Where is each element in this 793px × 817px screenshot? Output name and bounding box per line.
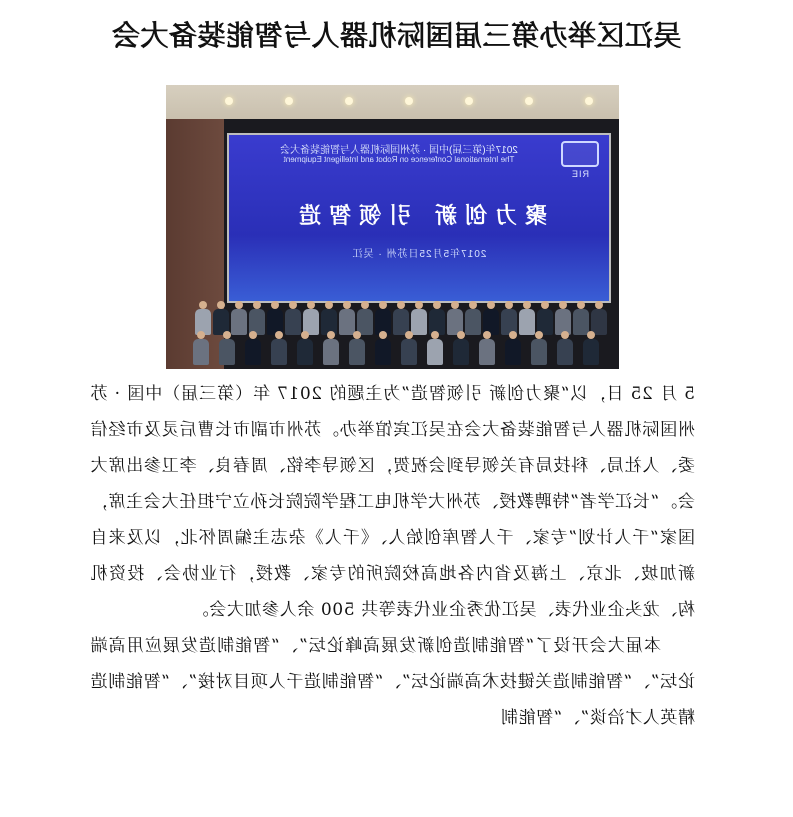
person [451, 331, 471, 365]
person [283, 301, 303, 335]
paragraph: 5 月 25 日，以“聚力创新 引领智造”为主题的 2017 年（第三届）中国 · 苏州国际机器人与智能装备大会在吴江宾馆举办。苏州市副市长曹后灵及市经信委、人社局、科技局有关领导到会祝贺，区领导李铭、周春良、李卫参出席大会。“长江学者”特聘教授、苏州大学机电工程学院院长孙立宁担任大会主席，国家“千人计划”专家、千人智库创始人、《千人》杂志主编周怀北，以及来自新加坡、北京、上海及省内各地高校院所的专家、教授，行业协会、投资机构、龙头企业代表、吴江优秀企业代表等共 500 余人参加大会。 [90, 384, 695, 620]
paragraph: 本届大会开设了“智能制造创新发展高峰论坛”、“智能制造发展应用高端论坛”、“智能制造关键技术高端论坛”、“智能制造千人项目对接”、“智能制造精英人才洽谈”、“智能制 [90, 636, 695, 728]
ceiling-light [345, 97, 353, 105]
ceiling-light [225, 97, 233, 105]
person [347, 331, 367, 365]
person [337, 301, 357, 335]
ceiling-light [465, 97, 473, 105]
ceiling-light [525, 97, 533, 105]
conference-logo-text: RIE [571, 169, 590, 179]
person [391, 301, 411, 335]
person [581, 331, 601, 365]
stage-screen [227, 133, 611, 303]
person [553, 301, 573, 335]
person [477, 331, 497, 365]
person [445, 301, 465, 335]
person [265, 301, 285, 335]
person [355, 301, 375, 335]
person [463, 301, 483, 335]
person [243, 331, 263, 365]
person [399, 331, 419, 365]
person [269, 331, 289, 365]
person [427, 301, 447, 335]
person [191, 331, 211, 365]
ceiling-light [585, 97, 593, 105]
conference-logo [561, 141, 599, 179]
person [247, 301, 267, 335]
person [295, 331, 315, 365]
person [529, 331, 549, 365]
person [319, 301, 339, 335]
people-front-row [176, 331, 609, 365]
person [499, 301, 519, 335]
person [503, 331, 523, 365]
person [481, 301, 501, 335]
article-body [90, 376, 695, 736]
screen-title-en: The International Conference on Robot and Intelligent Equipment [283, 155, 515, 164]
person [321, 331, 341, 365]
person [409, 301, 429, 335]
person [193, 301, 213, 335]
person [301, 301, 321, 335]
person [425, 331, 445, 365]
person [211, 301, 231, 335]
event-photo [166, 85, 619, 369]
person [217, 331, 237, 365]
person [589, 301, 609, 335]
screen-date: 2017年5月25日苏州 · 吴江 [351, 249, 487, 260]
person [555, 331, 575, 365]
person [517, 301, 537, 335]
screen-slogan: 聚力创新 引领智造 [291, 203, 547, 229]
ceiling-light [285, 97, 293, 105]
person [373, 301, 393, 335]
person [535, 301, 555, 335]
group-of-people [176, 297, 609, 369]
person [229, 301, 249, 335]
person [571, 301, 591, 335]
ceiling [166, 85, 619, 119]
article-title: 吴江区举办第三届国际机器人与智能装备大会 [111, 19, 682, 52]
ceiling-light [405, 97, 413, 105]
person [373, 331, 393, 365]
people-back-row [176, 301, 609, 335]
screen-title-cn: 2017年(第三届)中国 · 苏州国际机器人与智能装备大会 [280, 145, 518, 156]
